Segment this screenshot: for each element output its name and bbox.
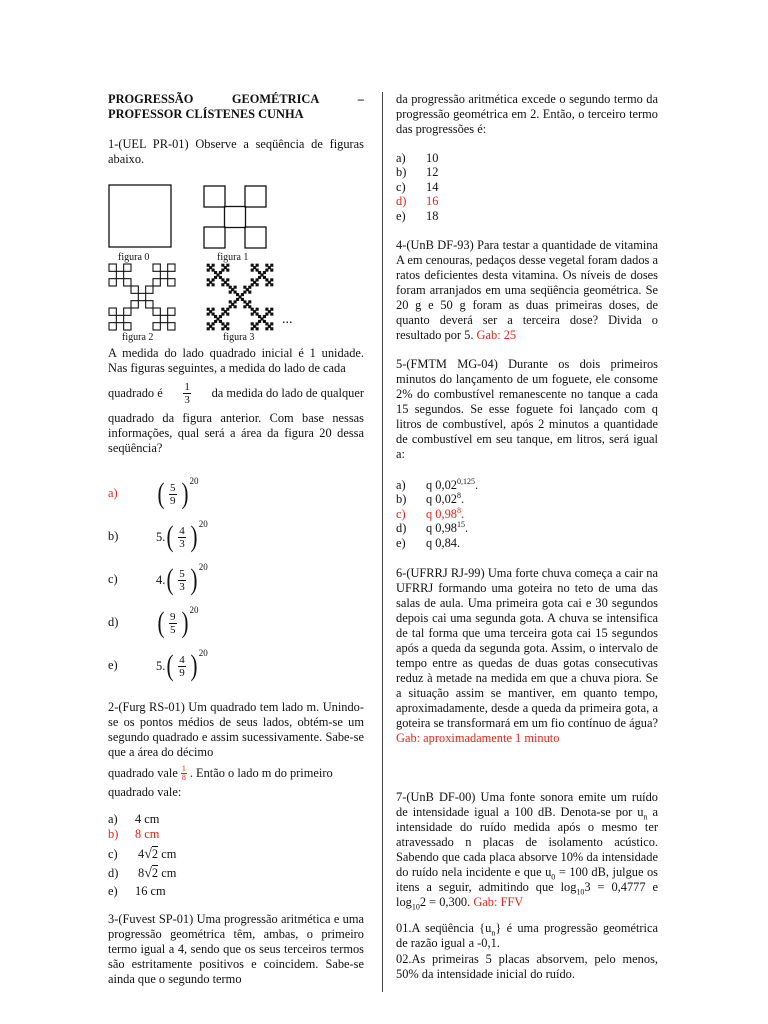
fractal-figure-3 bbox=[206, 263, 276, 331]
page-title bbox=[108, 92, 364, 122]
q1-option-expression: 5. ( $\frac{4}{9}$ ) 20 bbox=[156, 648, 208, 682]
title-dash: – bbox=[357, 92, 364, 106]
fraction-one-eighth: $\frac{1}{8}$ bbox=[181, 763, 186, 782]
q7-text: 7-(UnB DF-00) Uma fonte sonora emite um ruído de intensidade igual a 100 dB. Denota-se por $u_n$ a intensidade do ruído medida após o mesmo ter atravessado n placas de isolamento acústico. Sabendo que cada placa absorve 10% da intensidade do ruído nela incidente e que $u_0 = 100$ dB, julgue os itens a seguir, admitindo que $\log_{10}3 = 0,4777$ e $\log_{10}2 = 0,300$. Gab: FFV bbox=[396, 790, 659, 912]
figure-2-label: figura 2 bbox=[122, 332, 154, 343]
figure-ellipsis: ... bbox=[282, 312, 293, 327]
title-line-2: PROFESSOR CLÍSTENES CUNHA bbox=[108, 107, 304, 121]
figure-0-label: figura 0 bbox=[118, 252, 150, 263]
q1-intro: 1-(UEL PR-01) Observe a seqüência de figuras abaixo. bbox=[108, 137, 364, 166]
q6-answer: Gab: aproximadamente 1 minuto bbox=[396, 731, 560, 745]
q5-text: 5-(FMTM MG-04) Durante os dois primeiros minutos do lançamento de um foguete, ele consome 2% do combustível remanescente no tanque a cada 15 segundos. Se esse foguete foi lançado com q litros de combustível, após 2 minutos a quantidade de combustível em seu tanque, em litros, será igual a: bbox=[396, 357, 658, 461]
title-word-2: GEOMÉTRICA bbox=[231, 92, 320, 106]
q2-line: quadrado vale $\frac{1}{8}$ . Então o lado m do primeiro bbox=[108, 763, 333, 782]
q7-item-01: 01.A seqüência $\{u_n\}$ é uma progressão geométrica de razão igual a -0,1. bbox=[396, 921, 658, 950]
fractal-figure-1 bbox=[202, 184, 272, 250]
q3-text-right: da progressão aritmética excede o segundo termo da progressão geométrica em 2. Então, o terceiro termo das progressões é: bbox=[396, 92, 658, 136]
q1-option-expression: ( $\frac{9}{5}$ ) 20 bbox=[157, 605, 199, 639]
figure-1-label: figura 1 bbox=[217, 252, 249, 263]
fractal-figure-0 bbox=[108, 184, 178, 250]
q4-answer: Gab: 25 bbox=[476, 328, 517, 342]
title-word-1: PROGRESSÃO bbox=[108, 92, 194, 106]
fraction-one-third: $\frac{1}{3}$ bbox=[184, 380, 190, 406]
q2-line-c: quadrado vale: bbox=[108, 785, 182, 799]
q7-answer: Gab: FFV bbox=[473, 895, 524, 909]
column-divider bbox=[382, 92, 383, 992]
q3-text-left: 3-(Fuvest SP-01) Uma progressão aritmética e uma progressão geométrica têm, ambas, o primeiro termo igual a 4, sendo que os seus terceiros termos são estritamente positivos e coincidem. Sabe-se ainda que o segundo termo bbox=[108, 912, 364, 986]
q1-option-expression: 4. ( $\frac{5}{3}$ ) 20 bbox=[156, 562, 208, 596]
q1-option-expression: ( $\frac{5}{9}$ ) 20 bbox=[157, 476, 199, 510]
q1-option-expression: 5. ( $\frac{4}{3}$ ) 20 bbox=[156, 519, 208, 553]
fractal-figure-2 bbox=[108, 263, 178, 331]
q1-text-1: A medida do lado quadrado inicial é 1 unidade. Nas figuras seguintes, a medida do lado de cada bbox=[108, 346, 364, 375]
figure-3-label: figura 3 bbox=[223, 332, 255, 343]
q7-item-02: 02.As primeiras 5 placas absorvem, pelo menos, 50% da intensidade inicial do ruído. bbox=[396, 952, 658, 981]
q4-text: 4-(UnB DF-93) Para testar a quantidade de vitamina A em cenouras, pedaços desse vegetal foram dados a ratos deficientes desta vitamina. Os níveis de doses foram arranjados em uma seqüência geométrica. Se 20 g e 50 g foram as duas primeiras doses, de quanto deverá ser a terceira dose? Divida o resultado por 5. Gab: 25 bbox=[396, 238, 658, 342]
q1-text-3: quadrado da figura anterior. Com base nessas informações, qual será a área da figura 20 dessa seqüência? bbox=[108, 411, 364, 455]
q1-text-2: quadrado é $\frac{1}{3}$ da medida do lado de qualquer bbox=[108, 380, 364, 406]
q2-text: 2-(Furg RS-01) Um quadrado tem lado m. Unindo-se os pontos médios de seus lados, obtém-se um segundo quadrado e assim sucessivamente. Sabe-se que a área do décimo bbox=[108, 700, 364, 759]
q6-text: 6-(UFRRJ RJ-99) Uma forte chuva começa a cair na UFRRJ formando uma goteira no teto de uma das salas de aula. Uma primeira gota cai e 30 segundos depois cai uma segunda gota. A chuva se intensifica de tal forma que uma terceira gota cai 15 segundos após a queda da segunda gota. Assim, o intervalo de tempo entre as quedas de duas gotas consecutivas reduz à metade na medida em que a chuva piora. Se a situação assim se mantiver, em quanto tempo, aproximadamente, desde a queda da primeira gota, a goteira se transformará em um fio contínuo de água? Gab: aproximadamente 1 minuto bbox=[396, 566, 658, 745]
